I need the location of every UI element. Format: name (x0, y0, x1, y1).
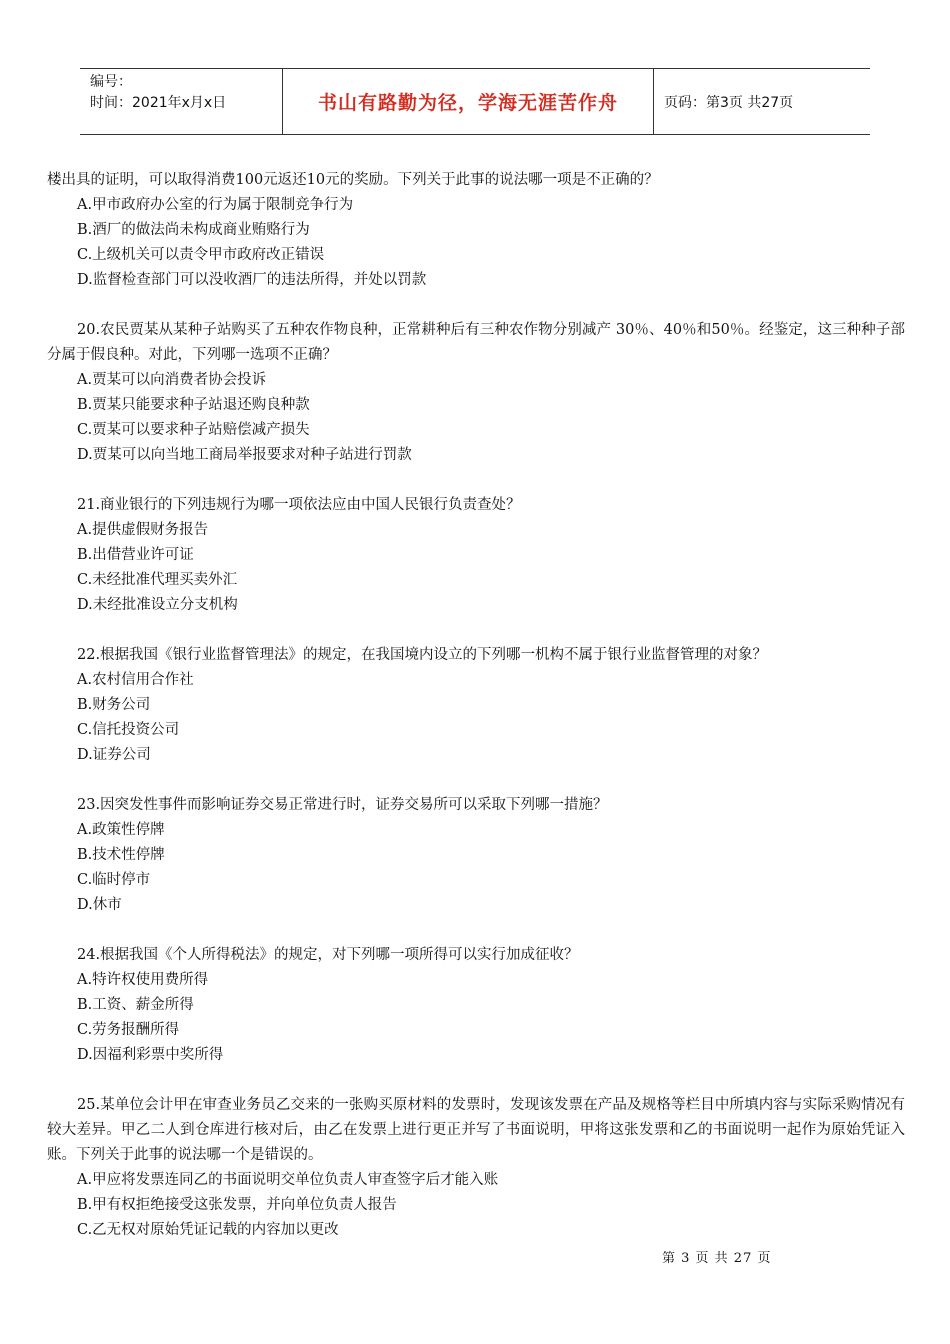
answer-option: B.甲有权拒绝接受这张发票，并向单位负责人报告 (77, 1197, 397, 1213)
header-page-info: 页码：第3页 共27页 (664, 94, 794, 111)
answer-option: C.未经批准代理买卖外汇 (77, 572, 238, 588)
question-block (47, 943, 905, 1068)
answer-option: D.因福利彩票中奖所得 (77, 1047, 224, 1063)
question-block (47, 493, 905, 618)
question-stem: 23.因突发性事件而影响证券交易正常进行时，证券交易所可以采取下列哪一措施？ (77, 797, 608, 813)
question-block (47, 1093, 905, 1243)
document-body (47, 168, 905, 1243)
answer-option: B.财务公司 (77, 697, 151, 713)
answer-option: C.贾某可以要求种子站赔偿减产损失 (77, 422, 310, 438)
question-spacer (47, 468, 905, 493)
answer-option: D.证券公司 (77, 747, 151, 763)
answer-option: A.农村信用合作社 (77, 672, 194, 688)
document-date: 时间：2021年x月x日 (90, 95, 227, 111)
answer-option: C.乙无权对原始凭证记载的内容加以更改 (77, 1222, 339, 1238)
question-stem: 楼出具的证明，可以取得消费100元返还10元的奖励。下列关于此事的说法哪一项是不正确的？ (47, 172, 659, 188)
answer-option: D.监督检查部门可以没收酒厂的违法所得，并处以罚款 (77, 272, 427, 288)
answer-option: A.甲市政府办公室的行为属于限制竞争行为 (77, 197, 354, 213)
answer-option: B.技术性停牌 (77, 847, 165, 863)
question-block (47, 318, 905, 468)
header-motto: 书山有路勤为径，学海无涯苦作舟 (282, 69, 654, 134)
answer-option: C.信托投资公司 (77, 722, 180, 738)
header-meta (80, 69, 282, 134)
page-footer: 第 3 页 共 27 页 (662, 1251, 772, 1266)
answer-option: C.上级机关可以责令甲市政府改正错误 (77, 247, 325, 263)
answer-option: A.提供虚假财务报告 (77, 522, 209, 538)
answer-option: A.特许权使用费所得 (77, 972, 209, 988)
answer-option: D.贾某可以向当地工商局举报要求对种子站进行罚款 (77, 447, 412, 463)
answer-option: B.贾某只能要求种子站退还购良种款 (77, 397, 310, 413)
question-block (47, 793, 905, 918)
question-stem: 25.某单位会计甲在审查业务员乙交来的一张购买原材料的发票时，发现该发票在产品及规格等栏目中所填内容与实际采购情况有较大差异。甲乙二人到仓库进行核对后，由乙在发票上进行更正并写了书面说明，甲将这张发票和乙的书面说明一起作为原始凭证入账。下列关于此事的说法哪一个是错误的。 (47, 1097, 905, 1163)
question-block (47, 168, 905, 293)
question-spacer (47, 618, 905, 643)
answer-option: C.劳务报酬所得 (77, 1022, 180, 1038)
question-stem: 24.根据我国《个人所得税法》的规定，对下列哪一项所得可以实行加成征收？ (77, 947, 579, 963)
page-header (80, 68, 870, 135)
answer-option: A.贾某可以向消费者协会投诉 (77, 372, 267, 388)
question-spacer (47, 918, 905, 943)
question-spacer (47, 768, 905, 793)
answer-option: B.出借营业许可证 (77, 547, 194, 563)
question-spacer (47, 293, 905, 318)
answer-option: D.未经批准设立分支机构 (77, 597, 238, 613)
question-block (47, 643, 905, 768)
answer-option: A.甲应将发票连同乙的书面说明交单位负责人审查签字后才能入账 (77, 1172, 499, 1188)
answer-option: B.酒厂的做法尚未构成商业贿赂行为 (77, 222, 310, 238)
document-code-label: 编号： (90, 74, 132, 90)
answer-option: C.临时停市 (77, 872, 151, 888)
question-spacer (47, 1068, 905, 1093)
answer-option: D.休市 (77, 897, 122, 913)
answer-option: B.工资、薪金所得 (77, 997, 194, 1013)
answer-option: A.政策性停牌 (77, 822, 165, 838)
question-stem: 21.商业银行的下列违规行为哪一项依法应由中国人民银行负责查处？ (77, 497, 521, 513)
question-stem: 22.根据我国《银行业监督管理法》的规定，在我国境内设立的下列哪一机构不属于银行业监督管理的对象？ (77, 647, 768, 663)
question-stem: 20.农民贾某从某种子站购买了五种农作物良种，正常耕种后有三种农作物分别减产 30％、40％和50％。经鉴定，这三种种子部分属于假良种。对此，下列哪一选项不正确？ (47, 322, 905, 363)
